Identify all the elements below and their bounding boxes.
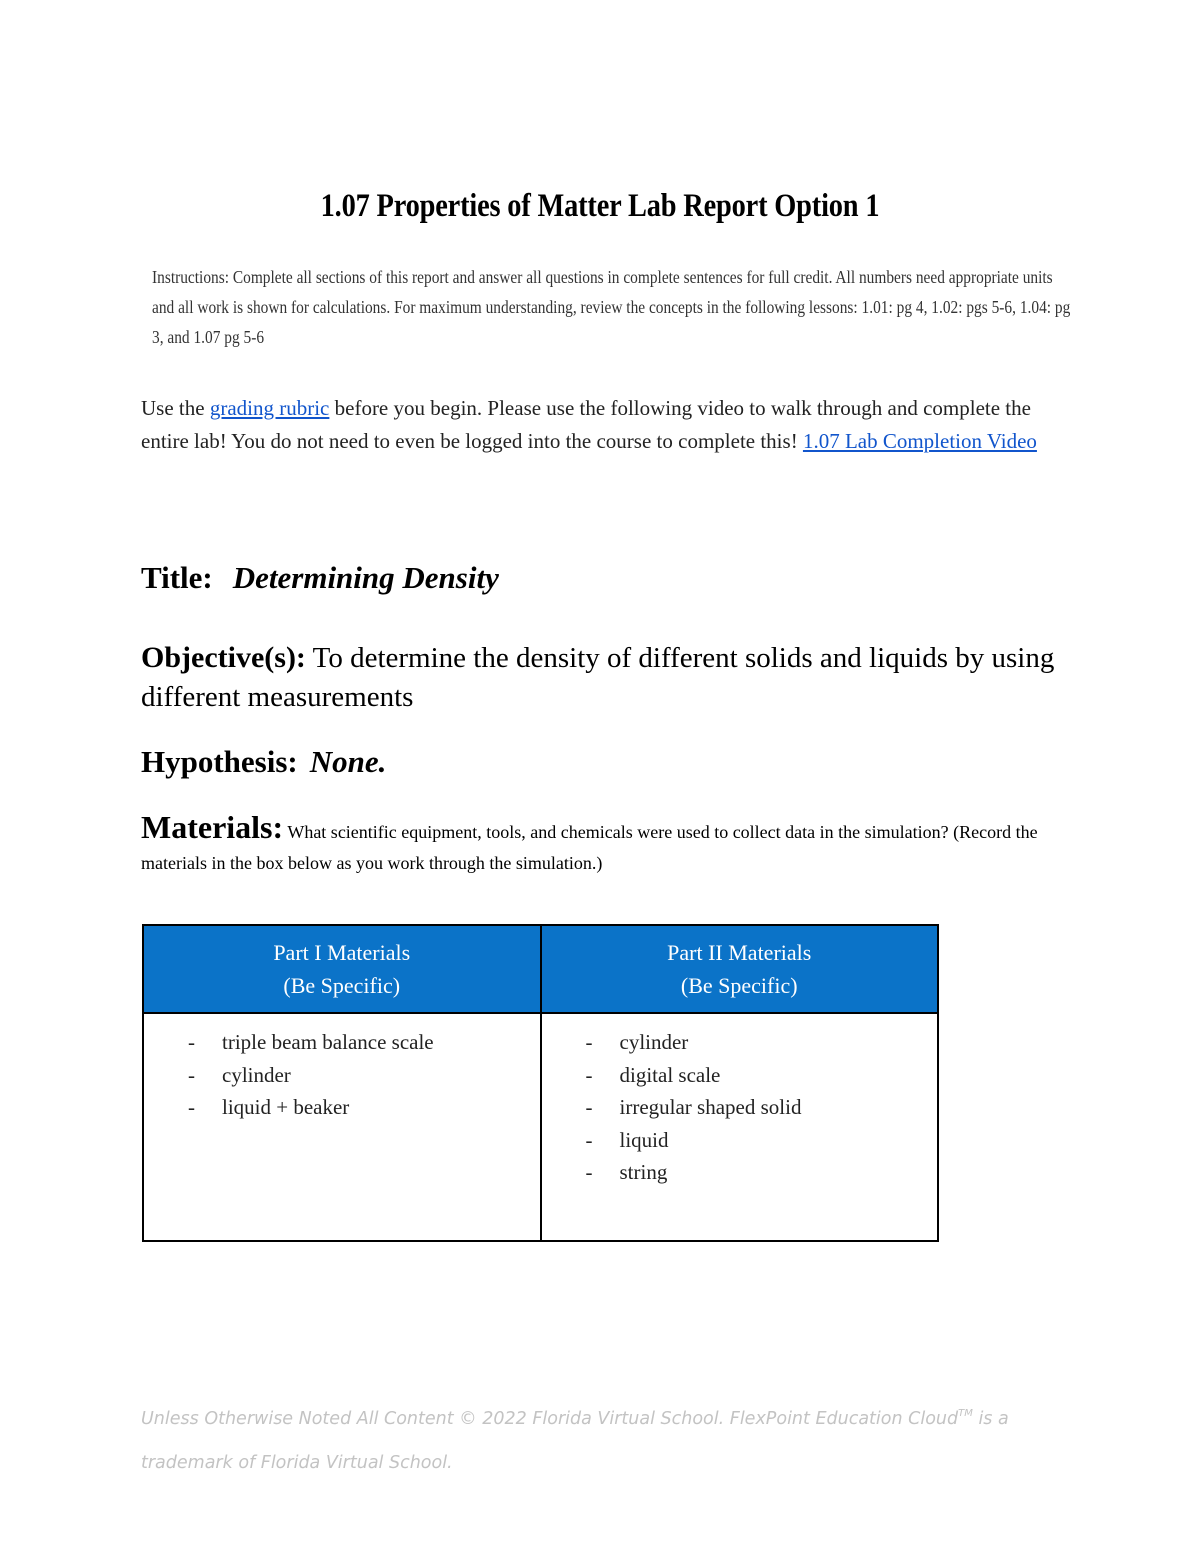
- list-item: [542, 1156, 938, 1189]
- list-item-text: digital scale: [619, 1062, 721, 1087]
- list-item: [144, 1026, 540, 1059]
- part2-list: [542, 1026, 938, 1189]
- hypothesis-section: [141, 744, 386, 780]
- materials-table: [142, 924, 939, 1242]
- hypothesis-label: Hypothesis:: [141, 744, 298, 779]
- list-item-text: irregular shaped solid: [619, 1095, 802, 1119]
- instructions-text: Instructions: Complete all sections of this report and answer all questions in complete sentences for full credit. All numbers need appropriate units and all work is shown for calculations. For maximum understanding, review the concepts in the following lessons: 1.01: pg 4, 1.02: pgs 5-6, 1.04: pg 3, and 1.07 pg 5-6: [152, 267, 1071, 347]
- part2-header: [541, 925, 939, 1013]
- part1-heading: Part I Materials: [273, 940, 411, 965]
- list-item-text: string: [619, 1160, 668, 1184]
- objective-value: To determine the density of different solids and liquids by using different measurements: [141, 642, 1055, 713]
- intro-paragraph: [141, 392, 1081, 458]
- title-value: Determining Density: [232, 560, 499, 595]
- materials-table-header-row: [143, 925, 938, 1013]
- footer-text: Unless Otherwise Noted All Content © 2022 Florida Virtual School. FlexPoint Education Cloud: [141, 1409, 959, 1429]
- page-title: 1.07 Properties of Matter Lab Report Option 1: [320, 188, 880, 224]
- list-bullet: -: [585, 1127, 593, 1152]
- part1-subheading: (Be Specific): [283, 973, 401, 998]
- list-bullet: -: [188, 1062, 195, 1087]
- materials-prompt: What scientific equipment, tools, and chemicals were used to collect data in the simulation? (Record the materials in the box below as you work through the simulation.): [141, 822, 1038, 873]
- list-item: [542, 1124, 938, 1157]
- title-label: Title:: [141, 560, 213, 595]
- list-item-text: cylinder: [222, 1062, 291, 1087]
- grading-rubric-link[interactable]: grading rubric: [209, 396, 330, 420]
- objective-label: Objective(s):: [141, 641, 306, 674]
- list-item-text: liquid: [619, 1127, 669, 1152]
- materials-table-body-row: [143, 1013, 938, 1241]
- list-item-text: cylinder: [619, 1030, 689, 1054]
- intro-text-start: Use the: [141, 396, 210, 420]
- trademark-symbol: TM: [958, 1408, 973, 1419]
- report-title-line: [141, 560, 499, 596]
- list-item: [542, 1091, 938, 1124]
- list-bullet: -: [585, 1160, 593, 1184]
- list-item: [144, 1091, 540, 1124]
- list-bullet: -: [585, 1095, 593, 1119]
- lab-video-link[interactable]: 1.07 Lab Completion Video: [802, 429, 1037, 453]
- list-bullet: -: [585, 1030, 593, 1054]
- list-bullet: -: [188, 1030, 195, 1054]
- footer-text-end: is a trademark of Florida Virtual School.: [141, 1409, 1009, 1473]
- list-item: [144, 1059, 540, 1092]
- objective-section: [141, 638, 1081, 717]
- list-bullet: -: [585, 1062, 593, 1087]
- intro-text-middle: before you begin. Please use the following video to walk through and complete the entire lab! You do not need to even be logged into the course to complete this!: [141, 396, 1031, 453]
- part2-subheading: (Be Specific): [680, 973, 798, 998]
- part2-heading: Part II Materials: [667, 940, 812, 965]
- part1-cell[interactable]: [143, 1013, 541, 1241]
- hypothesis-value: None.: [309, 744, 387, 779]
- list-bullet: -: [188, 1095, 195, 1119]
- materials-section: [141, 809, 1041, 879]
- list-item-text: triple beam balance scale: [222, 1030, 434, 1054]
- copyright-footer: [141, 1392, 1041, 1485]
- list-item: [542, 1059, 938, 1092]
- list-item-text: liquid + beaker: [222, 1095, 350, 1119]
- list-item: [542, 1026, 938, 1059]
- part2-cell[interactable]: [541, 1013, 939, 1241]
- part1-list: [144, 1026, 540, 1124]
- part1-header: [143, 925, 541, 1013]
- materials-label: Materials:: [141, 809, 284, 845]
